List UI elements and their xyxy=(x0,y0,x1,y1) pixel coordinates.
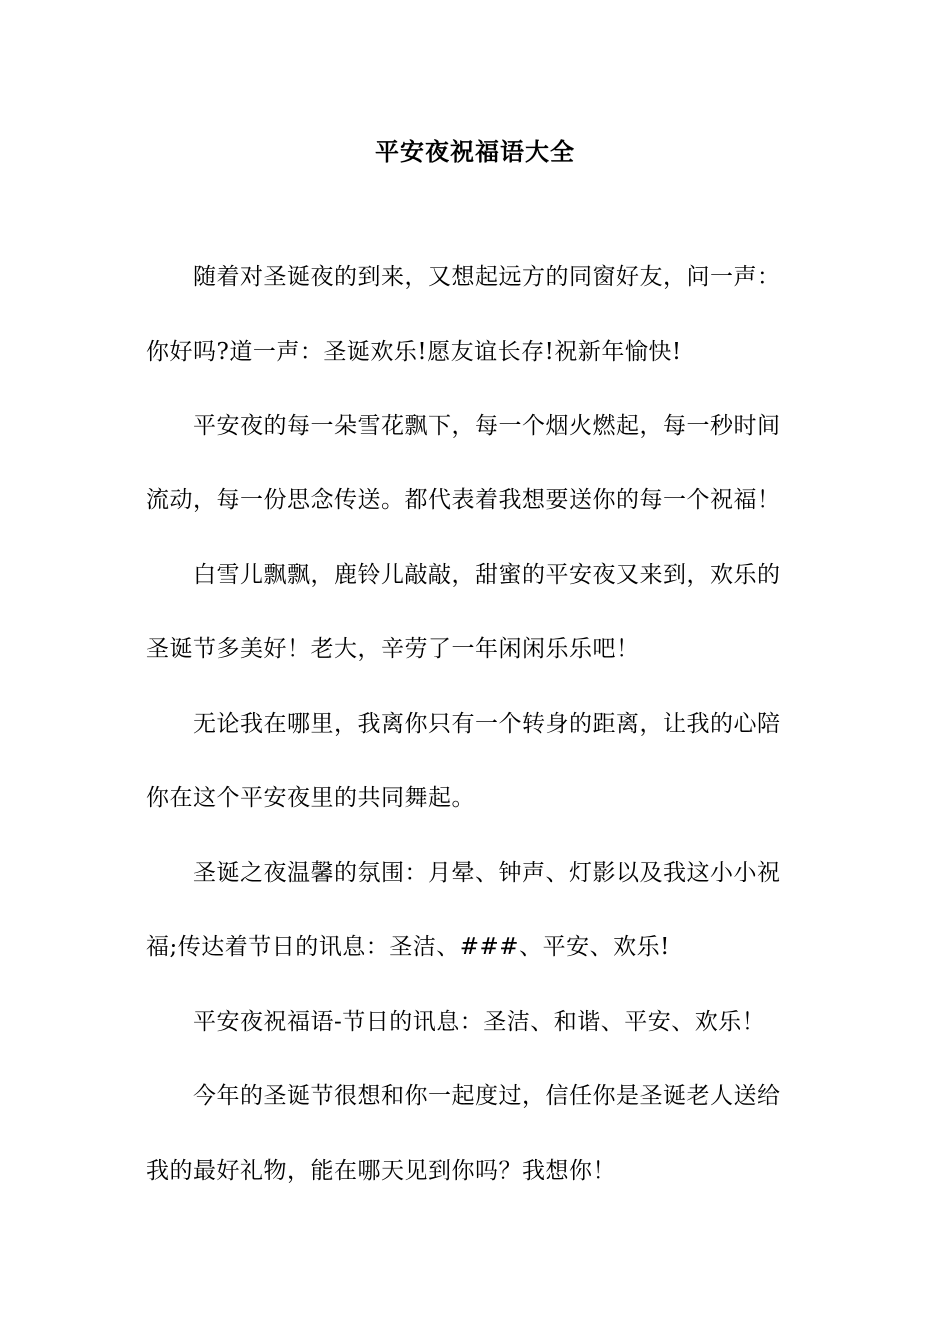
paragraph-3-line-1: 白雪儿飘飘，鹿铃儿敲敲，甜蜜的平安夜又来到，欢乐的 xyxy=(193,562,781,588)
paragraph-4-line-2: 你在这个平安夜里的共同舞起。 xyxy=(146,785,475,811)
paragraph-5-line-2: 福;传达着节日的讯息：圣洁、###、平安、欢乐! xyxy=(146,934,670,960)
paragraph-1-line-1: 随着对圣诞夜的到来，又想起远方的同窗好友，问一声： xyxy=(193,264,781,290)
paragraph-2-line-2: 流动，每一份思念传送。都代表着我想要送你的每一个祝福！ xyxy=(146,487,781,513)
paragraph-3-line-2: 圣诞节多美好！老大，辛劳了一年闲闲乐乐吧！ xyxy=(146,636,640,662)
paragraph-4-line-1: 无论我在哪里，我离你只有一个转身的距离，让我的心陪 xyxy=(193,711,781,737)
paragraph-6-line-1: 平安夜祝福语-节日的讯息：圣洁、和谐、平安、欢乐！ xyxy=(193,1009,766,1035)
paragraph-7-line-2: 我的最好礼物，能在哪天见到你吗？我想你！ xyxy=(146,1158,616,1184)
paragraph-7-line-1: 今年的圣诞节很想和你一起度过，信任你是圣诞老人送给 xyxy=(193,1083,781,1109)
document-title: 平安夜祝福语大全 xyxy=(375,137,575,166)
paragraph-2-line-1: 平安夜的每一朵雪花飘下，每一个烟火燃起，每一秒时间 xyxy=(193,413,781,439)
paragraph-1-line-2: 你好吗?道一声：圣诞欢乐!愿友谊长存!祝新年愉快! xyxy=(146,339,682,365)
paragraph-5-line-1: 圣诞之夜温馨的氛围：月晕、钟声、灯影以及我这小小祝 xyxy=(193,860,781,886)
